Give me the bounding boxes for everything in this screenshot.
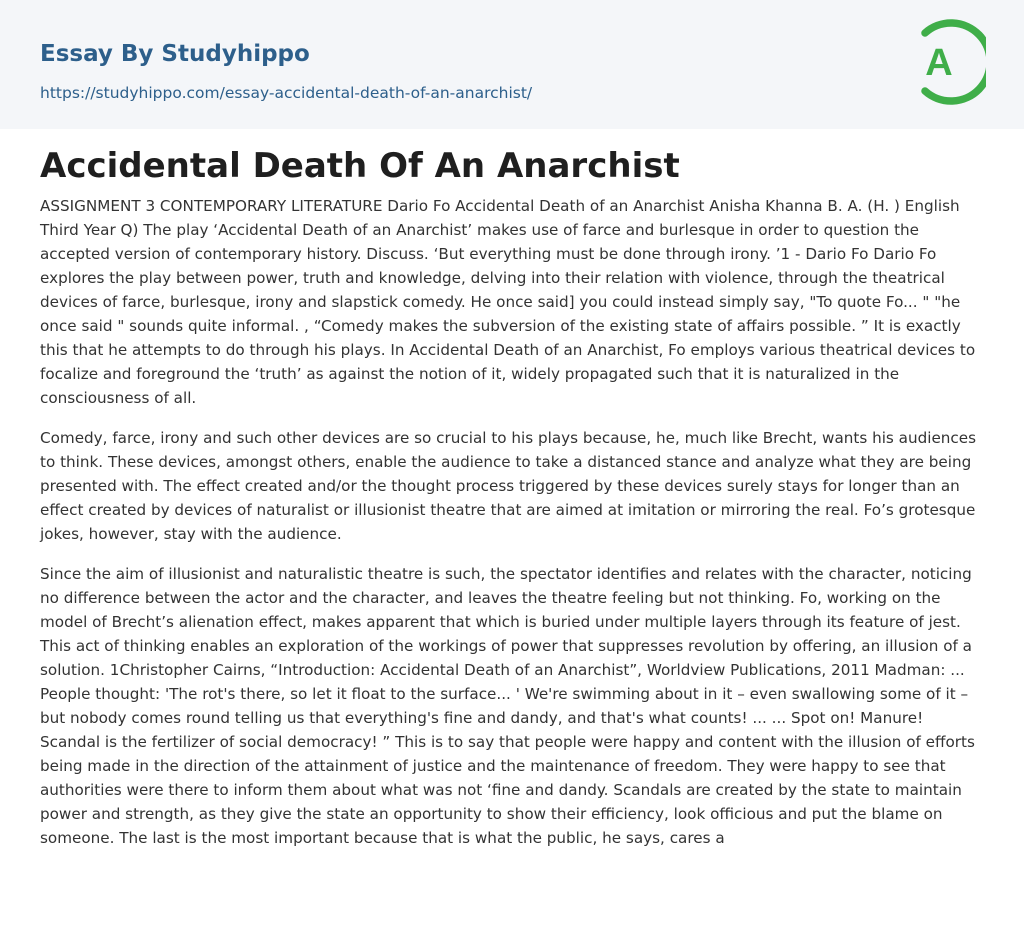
circle-a-logo-icon[interactable] (912, 19, 986, 105)
essay-paragraph: Comedy, farce, irony and such other devices are so crucial to his plays because, he, much like Brecht, wants his audiences to think. These devices, amongst others, enable the audience to take a distanced stance and analyze what they are being presented with. The effect created and/or the thought process triggered by these devices surely stays for longer than an effect created by devices of naturalist or illusionist theatre that are aimed at imitation or mirroring the real. Fo’s grotesque jokes, however, stay with the audience. (40, 429, 977, 543)
page-url-link[interactable]: https://studyhippo.com/essay-accidental-death-of-an-anarchist/ (40, 84, 533, 102)
essay-paragraph: ASSIGNMENT 3 CONTEMPORARY LITERATURE Dario Fo Accidental Death of an Anarchist Anisha Khanna B. A. (H. ) English Third Year Q) The play ‘Accidental Death of an Anarchist’ makes use of farce and burlesque in order to question the accepted version of contemporary history. Discuss. ‘But everything must be done through irony. ’1 - Dario Fo Dario Fo explores the play between power, truth and knowledge, delving into their relation with violence, through the theatrical devices of farce, burlesque, irony and slapstick comedy. He once said] you could instead simply say, "To quote Fo... " "he once said " sounds quite informal. , “Comedy makes the subversion of the existing state of affairs possible. ” It is exactly this that he attempts to do through his plays. In Accidental Death of an Anarchist, Fo employs various theatrical devices to focalize and foreground the ‘truth’ as against the notion of it, widely propagated such that it is naturalized in the consciousness of all. (40, 197, 976, 407)
essay-body (40, 194, 984, 866)
page-title: Accidental Death Of An Anarchist (40, 146, 680, 186)
essay-paragraph: Since the aim of illusionist and naturalistic theatre is such, the spectator identifies and relates with the character, noticing no difference between the actor and the character, and leaves the theatre feeling but not thinking. Fo, working on the model of Brecht’s alienation effect, makes apparent that which is buried under multiple layers through its feature of jest. This act of thinking enables an exploration of the workings of power that suppresses revolution by offering, an illusion of a solution. 1Christopher Cairns, “Introduction: Accidental Death of an Anarchist”, Worldview Publications, 2011 Madman: ... People thought: 'The rot's there, so let it float to the surface... ' We're swimming about in it – even swallowing some of it – but nobody comes round telling us that everything's fine and dandy, and that's what counts! ... ... Spot on! Manure! Scandal is the fertilizer of social democracy! ” This is to say that people were happy and content with the illusion of efforts being made in the direction of the attainment of justice and the maintenance of freedom. They were happy to see that authorities were there to inform them about what was not ‘fine and dandy. Scandals are created by the state to maintain power and strength, as they give the state an opportunity to show their efficiency, look officious and put the blame on someone. The last is the most important because that is what the public, he says, cares a (40, 565, 975, 847)
logo-letter: A (925, 42, 953, 84)
site-header (0, 0, 1024, 129)
brand-title: Essay By Studyhippo (40, 41, 310, 67)
